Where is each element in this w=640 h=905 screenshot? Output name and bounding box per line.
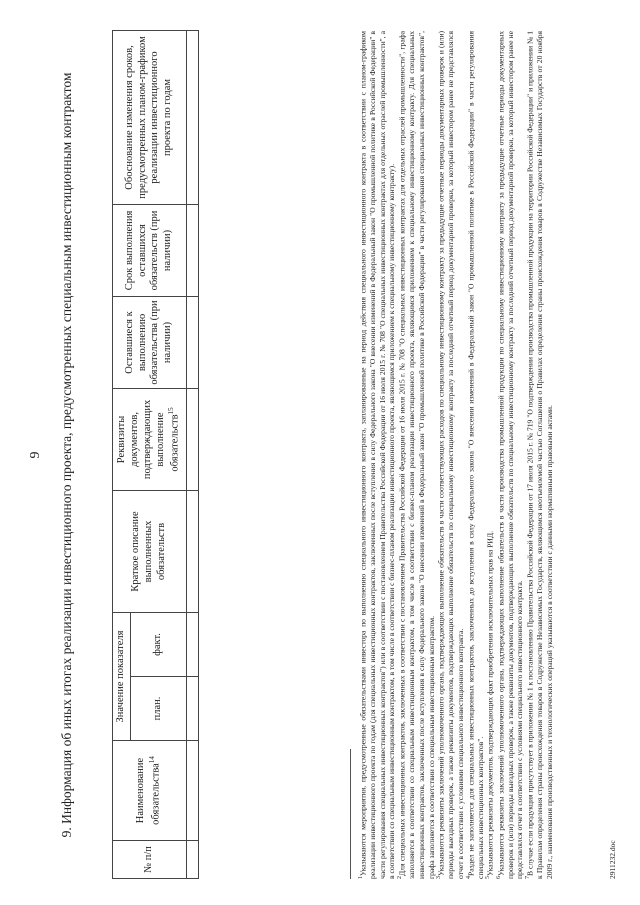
col-desc-header: Краткое описание выполненных обязательств xyxy=(113,490,187,612)
footnote-separator xyxy=(350,749,351,879)
footnote-5: $^5$Указываются реквизиты документов, подтверждающих факт приобретения исключительных прав на РИД. xyxy=(485,531,495,879)
col-req-header: Реквизиты документов, подтверждающих выполнение обязательств$^{15}$ xyxy=(113,388,187,490)
col-num-header: № п/п xyxy=(113,841,187,879)
rotated-sheet xyxy=(0,5,640,905)
footnote-3: $^3$Указываются реквизиты заключений уполномоченного органа, подтверждающих выполнение обязательств в части соответствующих расходов по специальному инвестиционному контракту за предыдущие отчетные периоды документарных проверок и (или) периоды выездных проверок, а также реквизиты документов, подтверждающих выполнение обязательств по специальному инвестиционному контракту за последний отчетный период документарной проверки, за который инвестором ранее не представлялся отчет в соответствии с условиями специального инвестиционного контракта. xyxy=(436,31,465,879)
col-value-header: Значение показателя xyxy=(113,612,131,740)
section-title: 9. Информация об иных итогах реализации инвестиционного проекта, предусмотренных специальным инвестиционным контрактом xyxy=(59,72,74,838)
page-number: 9 xyxy=(28,451,43,459)
footnote-7: $^7$В случае если продукция присутствует в приложении № 1 к постановлению Правительства Российской Федерации от 17 июля 2015 г. № 719 "О подтверждении производства промышленной продукции на территории Российской Федерации" и приложении № 1 к Правилам определения страны происхождения товаров в Содружестве Независимых Государств, являющимся неотъемлемой частью Соглашения о Правилах определения страны происхождения товаров в Содружестве Независимых Государств от 20 ноября 2009 г., наименования производственных и технологических операций указываются в соответствии с данными нормативными правовыми актами. xyxy=(525,31,554,879)
file-id: 2911232.doc xyxy=(608,840,617,879)
col-term-header: Срок выполнения оставшихся обязательств (при наличии) xyxy=(113,204,187,296)
col-name-header: Наименование обязательства$^{14}$ xyxy=(113,741,187,841)
footnote-4: $^4$Раздел не заполняется для специальных инвестиционных контрактов, заключенных до вступления в силу Федерального закона "О внесении изменений в Федеральный закон "О промышленной политике в Российской Федерации" в части регулирования специальных инвестиционных контрактов". xyxy=(465,31,485,879)
col-fact-header: факт. xyxy=(130,612,186,676)
footnote-2: $^2$Для специальных инвестиционных контрактов, заключенных в соответствии с постановлением Правительства Российской Федерации от 16 июля 2015 г. № 708 "О специальных инвестиционных контрактах для отдельных отраслей промышленности", графа заполняется в соответствии со специальным инвестиционным контрактом, в том числе в соответствии с бизнес-планом реализации инвестиционного проекта, являющимся приложением к специальному инвестиционному контракту. Для специальных инвестиционных контрактов, заключенных после вступления в силу Федерального закона "О внесении изменений в Федеральный закон "О промышленной политике в Российской Федерации" в части регулирования специальных инвестиционных контрактов", графа заполняется в соответствии со специальным инвестиционным контрактом. xyxy=(397,31,436,879)
table-row xyxy=(186,30,198,878)
footnotes xyxy=(358,31,555,879)
col-reason-header: Обоснование изменения сроков, предусмотренных планом-графиком реализации инвестиционного проекта по годам xyxy=(113,30,187,204)
footnote-6: $^6$Указываются реквизиты заключений уполномоченного органа, подтверждающих выполнение обязательств в части производства промышленной продукции по специальному инвестиционному контракту за предыдущие отчетные периоды документарных проверок и (или) периоды выездных проверок, а также реквизиты документов, подтверждающих выполнение обязательств по специальному инвестиционному контракту за последний отчетный период документарной проверки, за который инвестором ранее не представлялся отчет в соответствии с условиями специального инвестиционного контракта. xyxy=(495,31,525,879)
header-row xyxy=(113,30,131,878)
obligations-table xyxy=(112,30,199,879)
col-plan-header: план. xyxy=(130,677,186,741)
footnote-1: $^1$Указываются мероприятия, предусмотренные обязательствами инвестора по выполнению специального инвестиционного контракта, запланированные на период действия специального инвестиционного контракта в соответствии с планом-графиком реализации инвестиционного проекта по годам (для специальных инвестиционных контрактов, заключенных после вступления в силу Федерального закона "О внесении изменений в Федеральный закон "О промышленной политике в Российской Федерации" в части регулирования специальных инвестиционных контрактов") или в соответствии с постановлением Правительства Российской Федерации от 16 июля 2015 г. № 708 "О специальных инвестиционных контрактах для отдельных отраслей промышленности", а в соответствии со специальным инвестиционным контрактом, в том числе в соответствии с бизнес-планом реализации инвестиционного проекта, являющимся приложением к специальному инвестиционному контракту). xyxy=(358,31,397,879)
col-remaining-header: Оставшиеся к выполнению обязательства (при наличии) xyxy=(113,296,187,388)
